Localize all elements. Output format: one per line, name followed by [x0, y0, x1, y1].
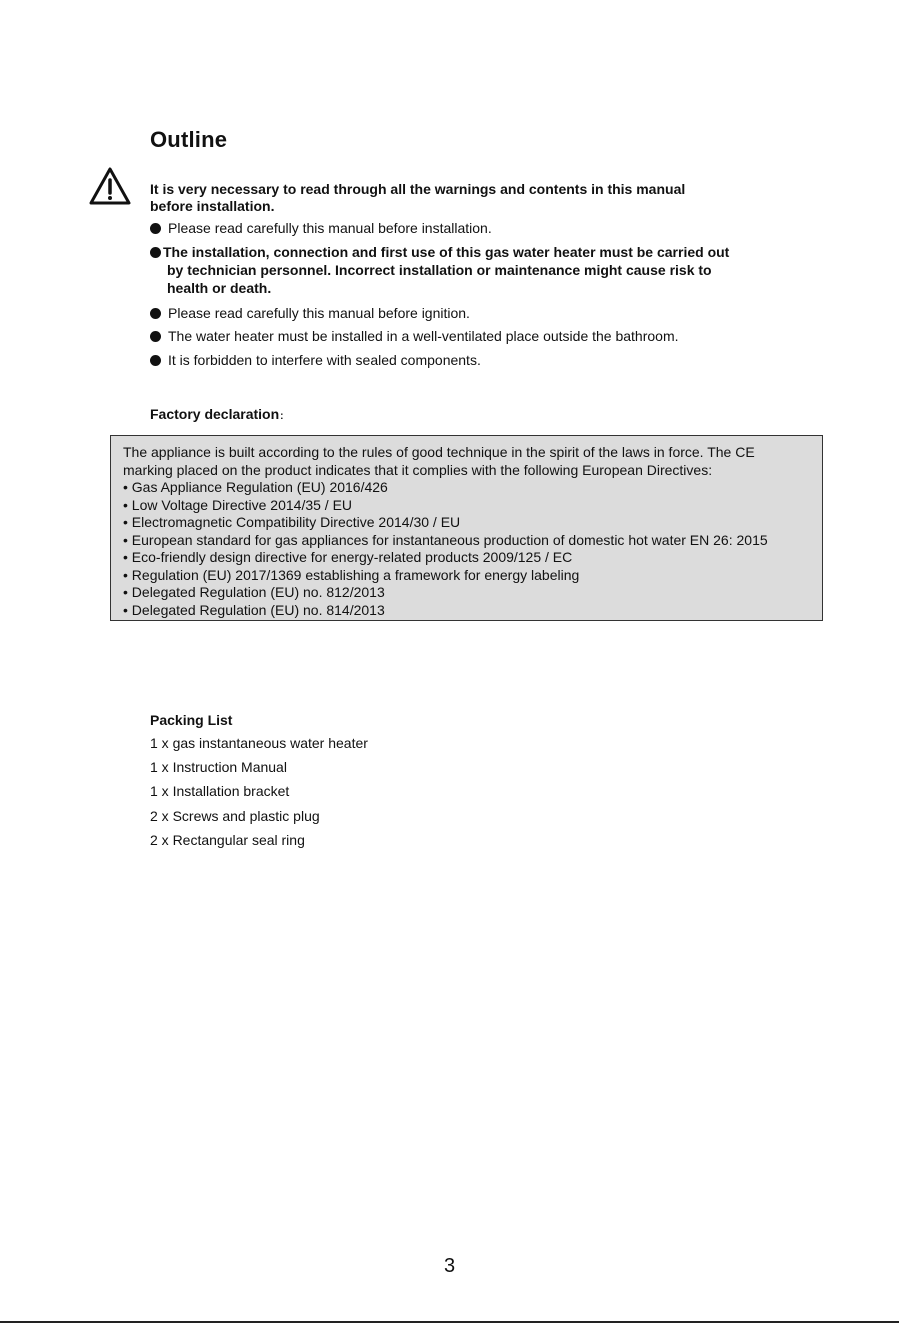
packing-list-item: 1 x gas instantaneous water heater [150, 735, 368, 751]
packing-list-title: Packing List [150, 712, 233, 728]
bullet-dot [150, 355, 161, 366]
factory-declaration-heading: Factory declaration: [150, 406, 284, 422]
declaration-line: • European standard for gas appliances for instantaneous production of domestic hot water EN 26: 2015 [123, 531, 768, 548]
warning-bullet: It is forbidden to interfere with sealed components. [150, 351, 810, 369]
warning-bullet: Please read carefully this manual before installation. [150, 219, 810, 237]
page-number: 3 [443, 1255, 456, 1277]
bullet-dot [150, 223, 161, 234]
declaration-line: • Eco-friendly design directive for energy-related products 2009/125 / EC [123, 549, 573, 565]
packing-list-item: 1 x Instruction Manual [150, 759, 287, 775]
warning-bullet: Please read carefully this manual before ignition. [150, 304, 810, 322]
packing-list-item: 2 x Screws and plastic plug [150, 808, 320, 824]
bullet-dot [150, 308, 161, 319]
bullet-dot [150, 331, 161, 342]
declaration-line: • Delegated Regulation (EU) no. 814/2013 [123, 601, 385, 618]
declaration-line: The appliance is built according to the rules of good technique in the spirit of the laws in force. The CE [123, 444, 755, 460]
declaration-line: • Gas Appliance Regulation (EU) 2016/426 [123, 479, 388, 495]
declaration-line: • Low Voltage Directive 2014/35 / EU [123, 496, 353, 513]
declaration-line: • Delegated Regulation (EU) no. 812/2013 [123, 584, 385, 600]
bottom-divider [0, 1321, 899, 1323]
warning-triangle-icon [88, 166, 132, 206]
bullet-dot [150, 247, 161, 258]
declaration-line: • Regulation (EU) 2017/1369 establishing a framework for energy labeling [123, 566, 580, 583]
warning-bullet-important: The installation, connection and first use of this gas water heater must be carried out by technician personnel. Incorrect installation or maintenance might cause risk to health or death. [150, 243, 810, 297]
packing-list-item: 1 x Installation bracket [150, 783, 290, 799]
warning-heading: It is very necessary to read through all the warnings and contents in this manual before installation. [150, 181, 686, 214]
packing-list-item: 2 x Rectangular seal ring [150, 832, 305, 848]
factory-declaration-box [110, 435, 823, 621]
declaration-line: marking placed on the product indicates that it complies with the following European Directives: [123, 461, 713, 478]
warning-bullet: The water heater must be installed in a well-ventilated place outside the bathroom. [150, 327, 810, 345]
page-title: Outline [150, 127, 228, 152]
declaration-line: • Electromagnetic Compatibility Directive 2014/30 / EU [123, 514, 461, 530]
